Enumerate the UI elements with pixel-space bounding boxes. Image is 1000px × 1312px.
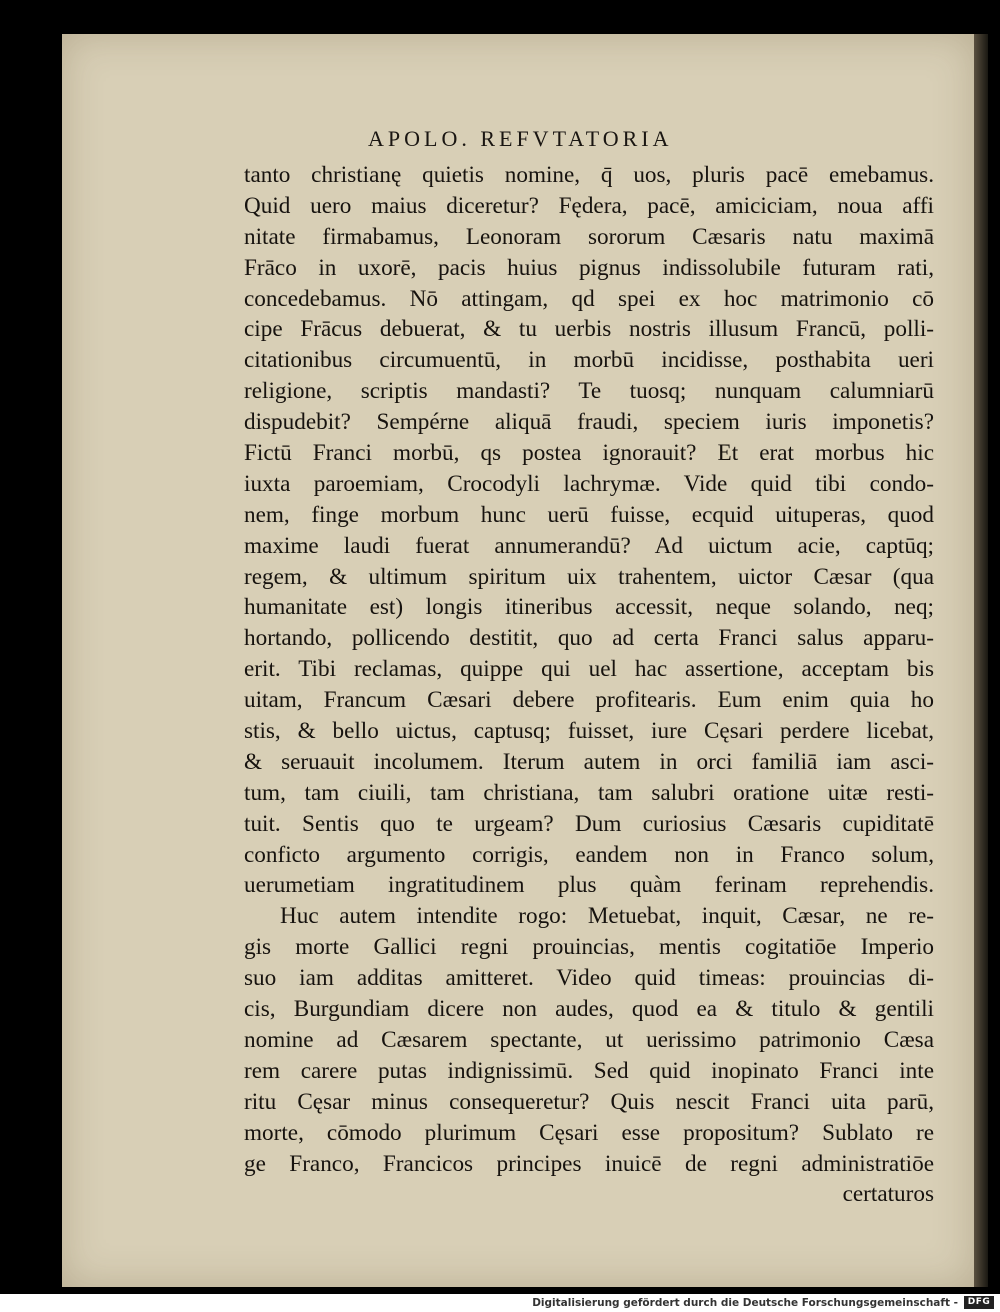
text-line: dispudebit? Sempérne aliquā fraudi, speciem iuris imponetis? (244, 409, 934, 436)
text-line: ge Franco, Francicos principes inuicē de regni administratiōe (244, 1150, 934, 1177)
text-line: tuit. Sentis quo te urgeam? Dum curiosius Cæsaris cupiditatē (244, 810, 934, 837)
text-line: morte, cōmodo plurimum Cęsari esse propositum? Sublato re (244, 1119, 934, 1146)
text-line: suo iam additas amitteret. Video quid timeas: prouincias di- (244, 965, 934, 992)
text-line: stis, & bello uictus, captusq; fuisset, iure Cęsari perdere licebat, (244, 718, 934, 745)
text-line: maxime laudi fuerat annumerandū? Ad uictum acie, captūq; (244, 532, 934, 559)
text-block (244, 160, 934, 1210)
text-line: tum, tam ciuili, tam christiana, tam salubri oratione uitæ resti- (244, 779, 934, 806)
text-line: concedebamus. Nō attingam, qd spei ex hoc matrimonio cō (244, 285, 934, 312)
running-head: APOLO. REFVTATORIA (368, 126, 673, 151)
text-line: nomine ad Cæsarem spectante, ut uerissimo patrimonio Cæsa (244, 1026, 934, 1053)
paragraph-start-line: Huc autem intendite rogo: Metuebat, inquit, Cæsar, ne re- (280, 903, 934, 930)
text-line: uitam, Francum Cæsari debere profitearis. Eum enim quia ho (244, 687, 934, 714)
text-line: uerumetiam ingratitudinem plus quàm ferinam reprehendis. (244, 872, 934, 899)
text-line: nem, finge morbum hunc uerū fuisse, ecquid uituperas, quod (244, 501, 934, 528)
text-line: hortando, pollicendo destitit, quo ad certa Franci salus apparu- (244, 625, 934, 652)
text-line: tanto christianę quietis nomine, q̄ uos, pluris pacē emebamus. (244, 162, 934, 188)
catchword: certaturos (842, 1181, 934, 1208)
funding-notice: Digitalisierung gefördert durch die Deutsche Forschungsgemeinschaft - (532, 1297, 958, 1309)
text-line: erit. Tibi reclamas, quippe qui uel hac assertione, acceptam bis (244, 656, 934, 683)
text-line: Quid uero maius diceretur? Fędera, pacē, amiciciam, noua affi (244, 192, 934, 219)
text-line: religione, scriptis mandasti? Te tuosq; nunquam calumniarū (244, 378, 934, 405)
text-line: Frāco in uxorē, pacis huius pignus indissolubile futuram rati, (244, 254, 934, 281)
text-line: ritu Cęsar minus consequeretur? Quis nescit Franci uita parū, (244, 1088, 934, 1115)
text-line: regem, & ultimum spiritum uix trahentem, uictor Cæsar (qua (244, 563, 934, 590)
text-line: citationibus circumuentū, in morbū incidisse, posthabita ueri (244, 347, 934, 374)
text-line: Fictū Franci morbū, qs postea ignorauit? Et erat morbus hic (244, 440, 934, 467)
text-line: & seruauit incolumem. Iterum autem in orci familiā iam asci- (244, 748, 934, 775)
text-line: humanitate est) longis itineribus accessit, neque solando, neq; (244, 594, 934, 621)
text-line: cis, Burgundiam dicere non audes, quod ea & titulo & gentili (244, 996, 934, 1023)
text-line: nitate firmabamus, Leonoram sororum Cæsaris natu maximā (244, 223, 934, 250)
text-line: rem carere putas indignissimū. Sed quid inopinato Franci inte (244, 1057, 934, 1084)
page-edge (974, 34, 988, 1287)
footer-bar (0, 1294, 1000, 1312)
dfg-logo: DFG (964, 1296, 994, 1309)
text-line: iuxta paroemiam, Crocodyli lachrymæ. Vide quid tibi condo- (244, 470, 934, 497)
text-line: gis morte Gallici regni prouincias, mentis cogitatiōe Imperio (244, 934, 934, 961)
text-line: cipe Frācus debuerat, & tu uerbis nostris illusum Francū, polli- (244, 316, 934, 343)
text-line: conficto argumento corrigis, eandem non in Franco solum, (244, 841, 934, 868)
